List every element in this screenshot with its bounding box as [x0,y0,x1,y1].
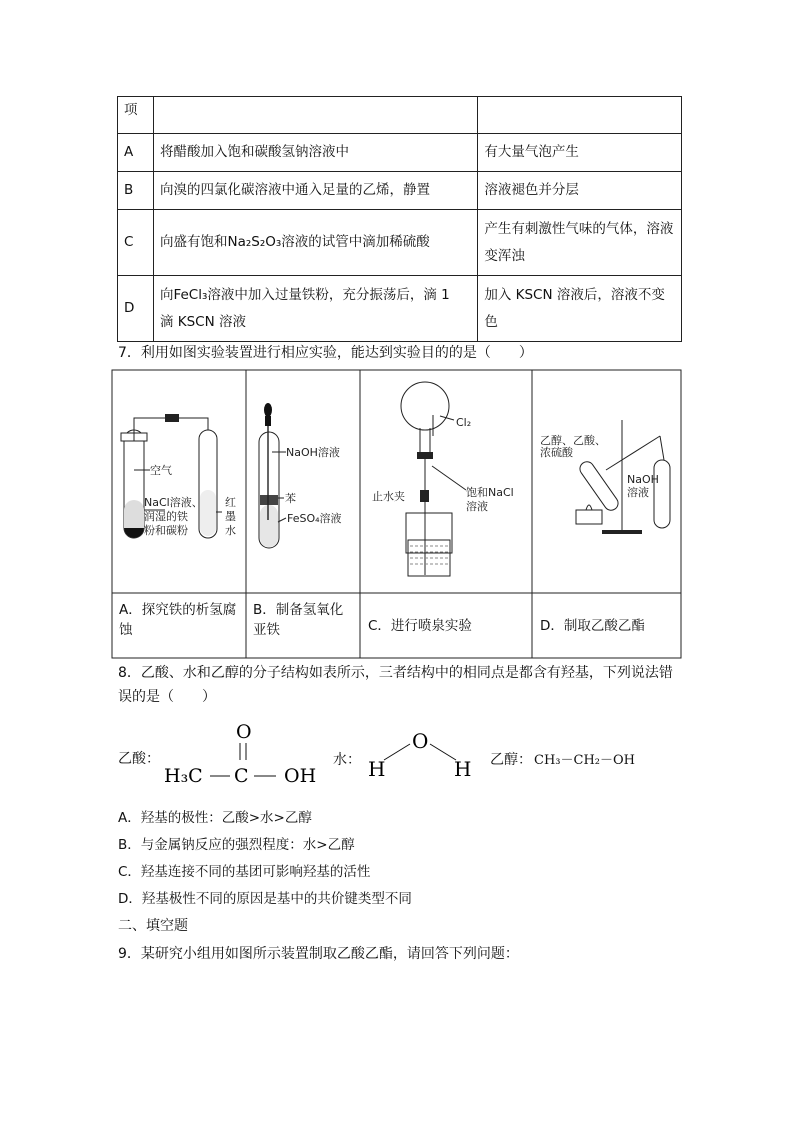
label-naoh-d1: NaOH [627,473,659,486]
label-ink1: 红 [225,496,236,509]
label-nacl: NaCl溶液、 [144,496,203,509]
label-feso4: FeSO₄溶液 [287,512,342,525]
table-cell: D [118,276,154,342]
label-reagents2: 浓硫酸 [540,446,573,459]
q8-option-d: D．羟基极性不同的原因是基中的共价键类型不同 [118,891,412,907]
atom-o: O [236,721,252,743]
label-reagents1: 乙醇、乙酸、 [540,434,606,447]
q7-option-d: D．制取乙酸乙酯 [540,618,645,634]
label-carbon: 粉和碳粉 [144,524,188,537]
water-structure [362,724,482,784]
label-nacl-sol: 溶液 [466,500,488,513]
label-cl2: Cl₂ [456,416,472,429]
table-cell: 产生有刺激性气味的气体，溶液变浑浊 [478,210,682,276]
table-cell: 向盛有饱和Na₂S₂O₃溶液的试管中滴加稀硫酸 [153,210,477,276]
option-line: 亚铁 [253,622,280,638]
question-9-stem: 9．某研究小组用如图所示装置制取乙酸乙酯，请回答下列问题： [118,946,519,962]
option-line: B．制备氢氧化 [253,602,344,618]
ethanol-formula: CH₃－CH₂－OH [534,753,635,768]
label-clamp: 止水夹 [372,490,405,503]
table-cell: C [118,210,154,276]
cell-line: 滴 KSCN 溶液 [159,313,246,330]
cell-line: 向FeCl₃溶液中加入过量铁粉，充分振荡后，滴 1 [159,286,450,303]
figure-c-fountain-apparatus [372,382,514,576]
label-nacl-sat: 饱和NaCl [466,486,514,499]
label-benzene: 苯 [285,492,296,505]
q7-option-a [119,600,243,640]
label-ink2: 墨 [225,510,236,523]
figure-d-ester-apparatus [540,420,670,534]
group-h3c: H₃C [164,765,203,787]
q8-option-a: A．羟基的极性：乙酸>水>乙醇 [118,810,312,826]
table-cell: 将醋酸加入饱和碳酸氢钠溶液中 [153,134,477,172]
table-cell: B [118,172,154,210]
section-title: 二、填空题 [118,918,188,934]
figure-a-rust-apparatus [121,414,236,538]
table-header-cell: 项 [118,97,154,134]
option-line: 蚀 [119,622,133,638]
label-naoh-d2: 溶液 [627,486,649,499]
q8-option-b: B．与金属钠反应的强烈程度：水>乙醇 [118,837,355,853]
table-cell: 有大量气泡产生 [478,134,682,172]
q7-option-b [253,600,357,640]
atom-h-right: H [454,757,472,781]
atom-h-left: H [368,757,386,781]
label-air: 空气 [150,464,172,477]
label-iron: 润湿的铁 [144,510,188,523]
q7-option-c: C．进行喷泉实验 [368,618,472,634]
question-7-stem: 7．利用如图实验装置进行相应实验，能达到实验目的的是（ ） [118,345,533,361]
group-oh: OH [284,765,317,787]
table-cell: 溶液褪色并分层 [478,172,682,210]
label-ink3: 水 [225,524,236,537]
cell-line: 色 [484,313,498,330]
q8-option-c: C．羟基连接不同的基团可影响羟基的活性 [118,864,371,880]
atom-c: C [234,765,249,787]
acetic-acid-structure [160,716,330,794]
question-8-stem-line2: 误的是（ ） [118,689,216,705]
atom-o: O [412,729,429,753]
table-cell: 向溴的四氯化碳溶液中通入足量的乙烯，静置 [153,172,477,210]
label-naoh: NaOH溶液 [286,446,340,459]
figure-b-fe-oh2-apparatus [259,403,342,548]
cell-line: 加入 KSCN 溶液后，溶液不变 [484,286,665,303]
acetic-acid-label: 乙酸： [118,751,160,767]
water-label: 水： [333,752,361,768]
table-cell: A [118,134,154,172]
ethanol-label: 乙醇： [490,752,532,768]
question-8-stem-line1: 8．乙酸、水和乙醇的分子结构如表所示，三者结构中的相同点是都含有羟基，下列说法错 [118,665,673,681]
option-line: A．探究铁的析氢腐 [119,602,237,618]
